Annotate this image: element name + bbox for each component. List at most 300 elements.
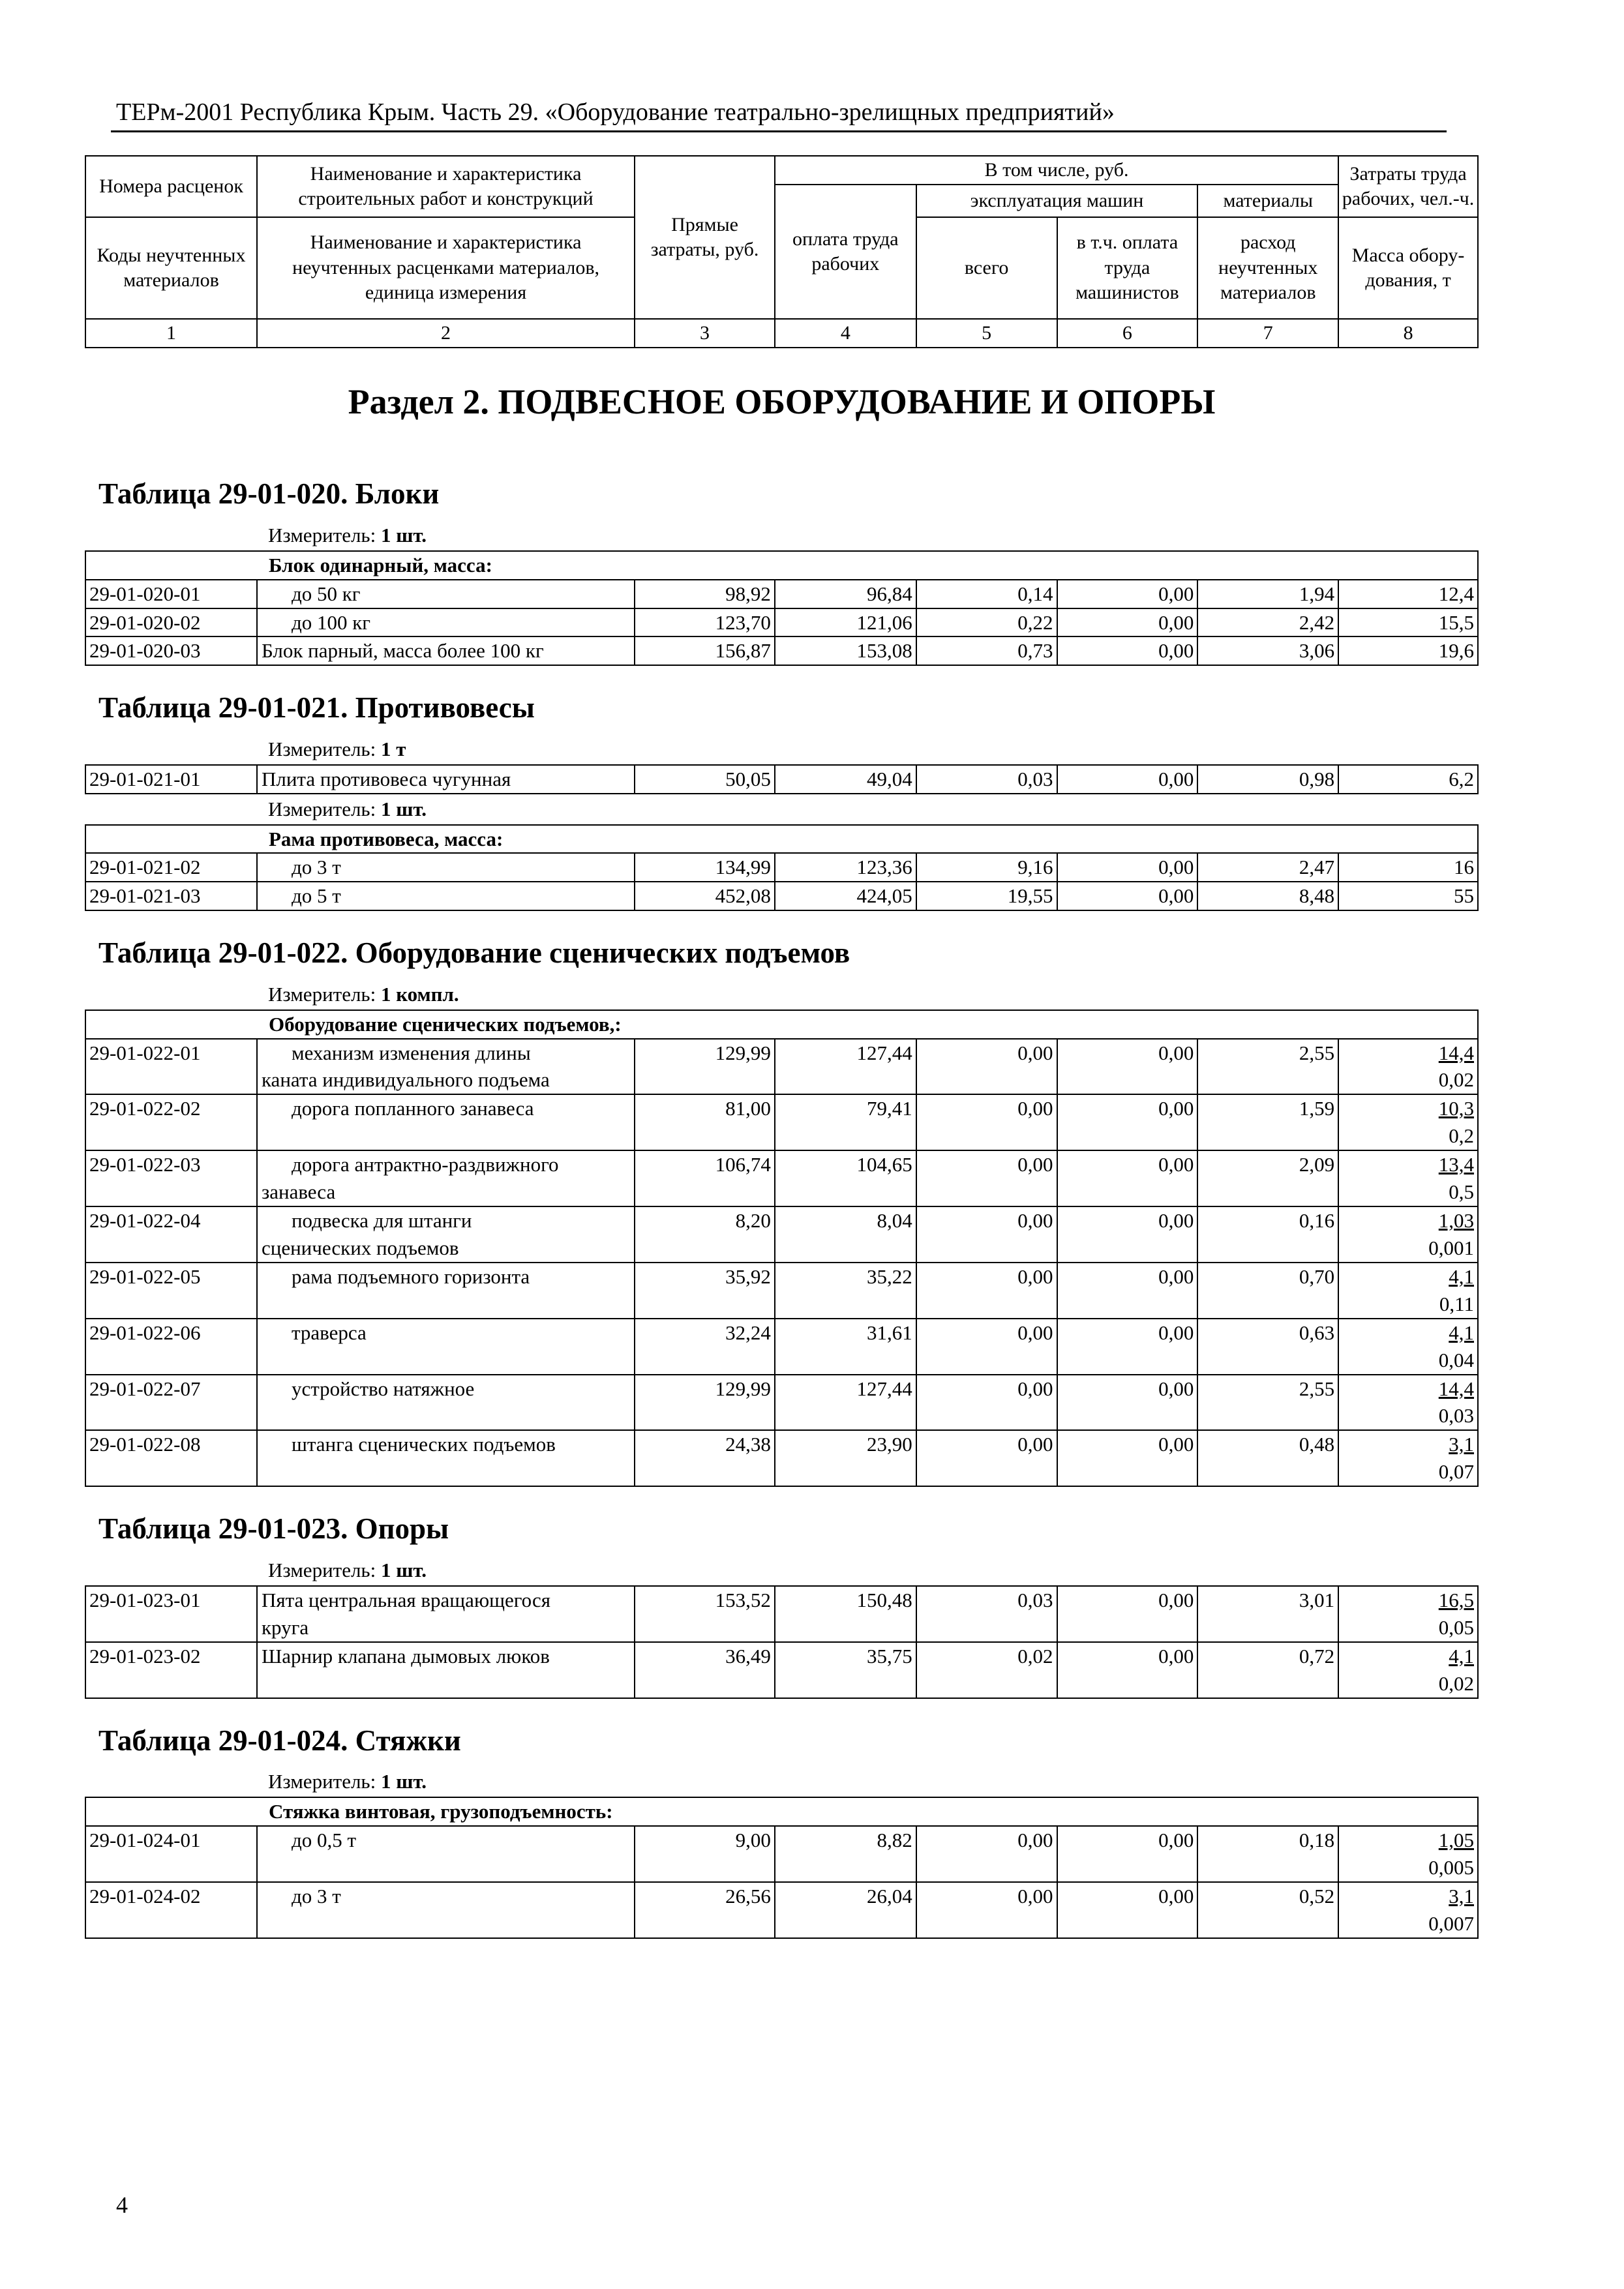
worker-pay: [775, 1375, 916, 1431]
worker-pay: [775, 1319, 916, 1375]
price-table: [85, 155, 1479, 1939]
col-num: 2: [257, 319, 635, 348]
labor-costs: 12,4: [1338, 580, 1478, 608]
col-num: 3: [635, 319, 775, 348]
labor-costs: 4,1: [1449, 1644, 1474, 1668]
direct-costs-value: 129,99: [715, 1041, 771, 1064]
hdr-worker-pay: оплата труда рабочих: [775, 185, 916, 319]
direct-costs: [635, 1206, 775, 1263]
materials: 1,94: [1197, 580, 1338, 608]
hdr-work-name: Наименование и характеристика строительных работ и конструкций: [257, 156, 635, 217]
hdr-material-codes: Коды неучтенных материалов: [85, 217, 257, 319]
materials: [1197, 1319, 1338, 1375]
rate-name-line2: [262, 1670, 631, 1698]
machines-total: 9,16: [916, 853, 1057, 882]
measure-021b: [85, 794, 1478, 825]
labor-and-mass: [1338, 1094, 1478, 1150]
machinist-pay-value: 0,00: [1158, 1644, 1194, 1668]
rate-name-line1: дорога антрактно-раздвижного: [291, 1153, 559, 1176]
labor-costs: 4,1: [1449, 1264, 1474, 1288]
measure-value: 1 шт.: [380, 524, 427, 547]
rate-name-line1: дорога попланного занавеса: [291, 1097, 534, 1120]
direct-costs-value: 32,24: [725, 1321, 771, 1344]
table-title-021: Таблица 29-01-021. Противовесы: [98, 691, 535, 725]
labor-costs: 14,4: [1438, 1377, 1474, 1400]
hdr-rate-numbers: Номера расценок: [85, 156, 257, 217]
machinist-pay-value: 0,00: [1158, 1264, 1194, 1288]
machinist-pay: [1057, 1826, 1198, 1882]
worker-pay-value: 104,65: [856, 1153, 912, 1176]
machinist-pay: 0,00: [1057, 580, 1198, 608]
machinist-pay: 0,00: [1057, 853, 1198, 882]
direct-costs: [635, 1039, 775, 1095]
rate-name: до 100 кг: [257, 608, 635, 637]
labor-costs: 15,5: [1338, 608, 1478, 637]
hdr-equipment-mass: Масса обору-дования, т: [1338, 217, 1478, 319]
table-header: [85, 156, 1478, 348]
hdr-machines: эксплуатация машин: [916, 185, 1198, 217]
materials-value: 0,70: [1299, 1264, 1335, 1288]
rate-name-line1: до 0,5 т: [291, 1828, 357, 1851]
rate-name-line1: Шарнир клапана дымовых люков: [261, 1644, 550, 1668]
materials: [1197, 1039, 1338, 1095]
table-title-020: Таблица 29-01-020. Блоки: [98, 477, 440, 511]
direct-costs: 156,87: [635, 636, 775, 665]
table-024-rows: [85, 1826, 1478, 1938]
rate-name-line2: [262, 1402, 631, 1429]
worker-pay-value: 127,44: [856, 1041, 912, 1064]
equipment-mass: 0,11: [1439, 1292, 1474, 1315]
machines-total-value: 0,00: [1017, 1884, 1053, 1908]
machines-total: [916, 1882, 1057, 1938]
machines-total: [916, 1094, 1057, 1150]
table-row: [85, 1263, 1478, 1319]
measure-024: [85, 1767, 1478, 1797]
rate-name: до 3 т: [257, 853, 635, 882]
labor-costs: 16,5: [1438, 1588, 1474, 1611]
materials-value: 2,09: [1299, 1153, 1335, 1176]
materials: [1197, 1150, 1338, 1206]
equipment-mass: 0,02: [1438, 1671, 1474, 1695]
rate-name-line2: [262, 1291, 631, 1318]
rate-name-line1: механизм изменения длины: [291, 1041, 531, 1064]
rate-code: [85, 1039, 257, 1095]
materials-value: 0,16: [1299, 1209, 1335, 1233]
rate-code-text: 29-01-023-01: [89, 1588, 201, 1611]
machines-total: 19,55: [916, 882, 1057, 910]
hdr-materials: материалы: [1197, 185, 1338, 217]
direct-costs: [635, 1263, 775, 1319]
rate-name: до 50 кг: [257, 580, 635, 608]
worker-pay: 96,84: [775, 580, 916, 608]
materials-value: 1,59: [1299, 1097, 1335, 1120]
direct-costs: 98,92: [635, 580, 775, 608]
rate-code: [85, 1150, 257, 1206]
worker-pay: [775, 1826, 916, 1882]
rate-name: [257, 1039, 635, 1095]
rate-name: [257, 1094, 635, 1150]
machines-total-value: 0,03: [1017, 1588, 1053, 1611]
measure-023: [85, 1555, 1478, 1586]
materials: [1197, 1430, 1338, 1486]
direct-costs-value: 8,20: [735, 1209, 771, 1233]
worker-pay-value: 35,75: [866, 1644, 912, 1668]
labor-and-mass: [1338, 1150, 1478, 1206]
materials: 0,98: [1197, 765, 1338, 794]
direct-costs-value: 35,92: [725, 1264, 771, 1288]
table-row: [85, 1882, 1478, 1938]
measure-022: [85, 980, 1478, 1010]
worker-pay: [775, 1094, 916, 1150]
measure-label: Измеритель:: [268, 1770, 376, 1793]
worker-pay: [775, 1586, 916, 1642]
rate-name-line1: устройство натяжное: [291, 1377, 475, 1400]
worker-pay: 121,06: [775, 608, 916, 637]
table-row: [85, 1430, 1478, 1486]
materials: 8,48: [1197, 882, 1338, 910]
rate-code: [85, 1586, 257, 1642]
machinist-pay: [1057, 1150, 1198, 1206]
group-heading: Стяжка винтовая, грузоподъемность:: [85, 1797, 1478, 1826]
machines-total: [916, 1826, 1057, 1882]
hdr-machines-total: всего: [916, 217, 1057, 319]
measure-label: Измеритель:: [268, 1559, 376, 1581]
rate-name: [257, 1206, 635, 1263]
direct-costs: [635, 1375, 775, 1431]
direct-costs: [635, 1826, 775, 1882]
machinist-pay: [1057, 1263, 1198, 1319]
machines-total-value: 0,02: [1017, 1644, 1053, 1668]
running-header: ТЕРм-2001 Республика Крым. Часть 29. «Оборудование театрально-зрелищных предприятий»: [116, 98, 1115, 126]
labor-costs: 14,4: [1438, 1041, 1474, 1064]
table-row: [85, 1094, 1478, 1150]
machines-total: [916, 1375, 1057, 1431]
rate-code: [85, 1263, 257, 1319]
equipment-mass: 0,007: [1428, 1911, 1474, 1935]
worker-pay-value: 79,41: [866, 1097, 912, 1120]
page-number: 4: [116, 2192, 128, 2218]
direct-costs-value: 153,52: [715, 1588, 771, 1611]
measure-value: 1 шт.: [380, 1770, 427, 1793]
machines-total: [916, 1263, 1057, 1319]
materials-value: 3,01: [1299, 1588, 1335, 1611]
rate-code-text: 29-01-024-02: [89, 1884, 201, 1908]
rate-code-text: 29-01-022-04: [89, 1209, 201, 1233]
measure-label: Измеритель:: [268, 524, 376, 547]
hdr-material-names: Наименование и характеристика неучтенных расценками материалов, единица измерения: [257, 217, 635, 319]
worker-pay-value: 8,82: [877, 1828, 912, 1851]
materials: 2,47: [1197, 853, 1338, 882]
worker-pay: 49,04: [775, 765, 916, 794]
machinist-pay-value: 0,00: [1158, 1153, 1194, 1176]
table-row: [85, 1642, 1478, 1698]
rate-name-line1: штанга сценических подъемов: [291, 1433, 556, 1456]
rate-name: Плита противовеса чугунная: [257, 765, 635, 794]
machines-total-value: 0,00: [1017, 1433, 1053, 1456]
direct-costs: 134,99: [635, 853, 775, 882]
machinist-pay-value: 0,00: [1158, 1041, 1194, 1064]
equipment-mass: 0,07: [1438, 1460, 1474, 1484]
direct-costs: [635, 1319, 775, 1375]
rate-name: [257, 1642, 635, 1698]
measure-label: Измеритель:: [268, 738, 376, 760]
table-row: [85, 1150, 1478, 1206]
machinist-pay: [1057, 1882, 1198, 1938]
rate-name: [257, 1375, 635, 1431]
machinist-pay: [1057, 1094, 1198, 1150]
rate-code: [85, 1375, 257, 1431]
worker-pay: [775, 1039, 916, 1095]
labor-and-mass: [1338, 1642, 1478, 1698]
machinist-pay-value: 0,00: [1158, 1209, 1194, 1233]
materials: [1197, 1094, 1338, 1150]
direct-costs-value: 24,38: [725, 1433, 771, 1456]
measure-020: [85, 520, 1478, 551]
rate-code: [85, 1642, 257, 1698]
header-rule: [111, 130, 1447, 132]
machines-total-value: 0,00: [1017, 1321, 1053, 1344]
table-row: [85, 1826, 1478, 1882]
rate-code-text: 29-01-022-05: [89, 1264, 201, 1288]
rate-code: [85, 1430, 257, 1486]
machines-total: [916, 1039, 1057, 1095]
rate-code: 29-01-020-02: [85, 608, 257, 637]
col-num: 6: [1057, 319, 1198, 348]
rate-name-line2: [262, 1854, 631, 1881]
worker-pay-value: 31,61: [866, 1321, 912, 1344]
rate-code-text: 29-01-022-03: [89, 1153, 201, 1176]
equipment-mass: 0,005: [1428, 1855, 1474, 1879]
labor-costs: 1,03: [1438, 1209, 1474, 1233]
table-023-head: [85, 1486, 1478, 1586]
machines-total-value: 0,00: [1017, 1153, 1053, 1176]
machinist-pay: [1057, 1642, 1198, 1698]
worker-pay: [775, 1642, 916, 1698]
labor-costs: 1,05: [1438, 1828, 1474, 1851]
section-title: Раздел 2. ПОДВЕСНОЕ ОБОРУДОВАНИЕ И ОПОРЫ: [348, 382, 1216, 422]
labor-costs: 13,4: [1438, 1153, 1474, 1176]
worker-pay-value: 35,22: [866, 1264, 912, 1288]
rate-name-line2: [262, 1910, 631, 1937]
col-num: 7: [1197, 319, 1338, 348]
machinist-pay: [1057, 1206, 1198, 1263]
measure-value: 1 т: [380, 738, 406, 760]
rate-name-line2: [262, 1347, 631, 1374]
machinist-pay-value: 0,00: [1158, 1377, 1194, 1400]
equipment-mass: 0,001: [1428, 1236, 1474, 1259]
rate-code-text: 29-01-022-01: [89, 1041, 201, 1064]
machinist-pay: [1057, 1319, 1198, 1375]
rate-code: [85, 1094, 257, 1150]
labor-costs: 3,1: [1449, 1884, 1474, 1908]
materials-value: 0,18: [1299, 1828, 1335, 1851]
materials-value: 0,48: [1299, 1433, 1335, 1456]
rate-code: 29-01-020-03: [85, 636, 257, 665]
table-title-022: Таблица 29-01-022. Оборудование сценических подъемов: [98, 936, 850, 970]
materials-value: 2,55: [1299, 1041, 1335, 1064]
labor-costs: 55: [1338, 882, 1478, 910]
worker-pay-value: 8,04: [877, 1209, 912, 1233]
table-row: [85, 1375, 1478, 1431]
col-num: 5: [916, 319, 1057, 348]
labor-and-mass: [1338, 1826, 1478, 1882]
labor-and-mass: [1338, 1882, 1478, 1938]
machines-total: 0,73: [916, 636, 1057, 665]
equipment-mass: 0,02: [1438, 1068, 1474, 1092]
group-heading: Рама противовеса, масса:: [85, 825, 1478, 854]
rate-code: 29-01-021-03: [85, 882, 257, 910]
machinist-pay: [1057, 1430, 1198, 1486]
rate-code: [85, 1206, 257, 1263]
table-023-rows: [85, 1586, 1478, 1698]
rate-name-line1: Пята центральная вращающегося: [261, 1588, 550, 1611]
rate-code-text: 29-01-024-01: [89, 1828, 201, 1851]
direct-costs-value: 36,49: [725, 1644, 771, 1668]
rate-name-line2: сценических подъемов: [261, 1236, 459, 1259]
rate-code: 29-01-021-01: [85, 765, 257, 794]
table-024-head: [85, 1698, 1478, 1826]
materials-value: 0,72: [1299, 1644, 1335, 1668]
machines-total: [916, 1206, 1057, 1263]
direct-costs-value: 26,56: [725, 1884, 771, 1908]
worker-pay: [775, 1882, 916, 1938]
materials: [1197, 1263, 1338, 1319]
machinist-pay-value: 0,00: [1158, 1097, 1194, 1120]
machinist-pay: 0,00: [1057, 765, 1198, 794]
rate-code: 29-01-020-01: [85, 580, 257, 608]
direct-costs: [635, 1150, 775, 1206]
rate-name-line1: подвеска для штанги: [291, 1209, 472, 1233]
table-row: [85, 608, 1478, 637]
equipment-mass: 0,03: [1438, 1404, 1474, 1428]
rate-name: Блок парный, масса более 100 кг: [257, 636, 635, 665]
rate-name-line1: рама подъемного горизонта: [291, 1264, 530, 1288]
direct-costs: 123,70: [635, 608, 775, 637]
machinist-pay: 0,00: [1057, 608, 1198, 637]
measure-value: 1 шт.: [380, 797, 427, 820]
table-title-024: Таблица 29-01-024. Стяжки: [98, 1724, 461, 1757]
group-heading: Оборудование сценических подъемов,:: [85, 1010, 1478, 1039]
machinist-pay-value: 0,00: [1158, 1433, 1194, 1456]
col-num: 8: [1338, 319, 1478, 348]
rate-code-text: 29-01-022-07: [89, 1377, 201, 1400]
worker-pay-value: 23,90: [866, 1433, 912, 1456]
direct-costs-value: 9,00: [735, 1828, 771, 1851]
labor-and-mass: [1338, 1430, 1478, 1486]
direct-costs: [635, 1586, 775, 1642]
table-row: [85, 853, 1478, 882]
hdr-including: В том числе, руб.: [775, 156, 1338, 185]
worker-pay: [775, 1263, 916, 1319]
labor-and-mass: [1338, 1319, 1478, 1375]
machines-total-value: 0,00: [1017, 1097, 1053, 1120]
labor-and-mass: [1338, 1263, 1478, 1319]
worker-pay: 424,05: [775, 882, 916, 910]
equipment-mass: 0,2: [1449, 1124, 1474, 1148]
direct-costs: [635, 1642, 775, 1698]
table-row: [85, 1586, 1478, 1642]
labor-and-mass: [1338, 1206, 1478, 1263]
rate-name-line2: каната индивидуального подъема: [261, 1068, 550, 1092]
materials: [1197, 1826, 1338, 1882]
rate-name: [257, 1826, 635, 1882]
materials: 2,42: [1197, 608, 1338, 637]
labor-and-mass: [1338, 1586, 1478, 1642]
rate-name: [257, 1150, 635, 1206]
machinist-pay: [1057, 1375, 1198, 1431]
rate-name-line1: до 3 т: [291, 1884, 341, 1908]
equipment-mass: 0,04: [1438, 1348, 1474, 1371]
machines-total: [916, 1150, 1057, 1206]
table-title-023: Таблица 29-01-023. Опоры: [98, 1512, 449, 1546]
machinist-pay-value: 0,00: [1158, 1884, 1194, 1908]
rate-name-line2: круга: [261, 1615, 309, 1639]
rate-code: 29-01-021-02: [85, 853, 257, 882]
labor-costs: 4,1: [1449, 1321, 1474, 1344]
table-row: [85, 882, 1478, 910]
machines-total: [916, 1430, 1057, 1486]
materials: [1197, 1586, 1338, 1642]
worker-pay: 123,36: [775, 853, 916, 882]
group-heading: Блок одинарный, масса:: [85, 551, 1478, 580]
equipment-mass: 0,5: [1449, 1180, 1474, 1204]
machines-total-value: 0,00: [1017, 1209, 1053, 1233]
rate-code: [85, 1826, 257, 1882]
rate-code: [85, 1319, 257, 1375]
rate-name-line2: [262, 1458, 631, 1486]
rate-code-text: 29-01-022-08: [89, 1433, 201, 1456]
rate-code-text: 29-01-022-02: [89, 1097, 201, 1120]
hdr-unaccounted-materials: расход неучтенных материалов: [1197, 217, 1338, 319]
equipment-mass: 0,05: [1438, 1615, 1474, 1639]
machinist-pay: 0,00: [1057, 636, 1198, 665]
worker-pay: [775, 1206, 916, 1263]
rate-name: [257, 1882, 635, 1938]
labor-costs: 10,3: [1438, 1097, 1474, 1120]
machinist-pay: [1057, 1586, 1198, 1642]
table-body: [85, 348, 1478, 1038]
labor-costs: 19,6: [1338, 636, 1478, 665]
machines-total-value: 0,00: [1017, 1041, 1053, 1064]
machines-total-value: 0,00: [1017, 1377, 1053, 1400]
machinist-pay-value: 0,00: [1158, 1321, 1194, 1344]
machines-total-value: 0,00: [1017, 1264, 1053, 1288]
direct-costs: [635, 1430, 775, 1486]
worker-pay: [775, 1430, 916, 1486]
direct-costs-value: 81,00: [725, 1097, 771, 1120]
machines-total: [916, 1642, 1057, 1698]
rate-name: [257, 1586, 635, 1642]
measure-value: 1 шт.: [380, 1559, 427, 1581]
rate-code-text: 29-01-022-06: [89, 1321, 201, 1344]
materials: [1197, 1642, 1338, 1698]
direct-costs: [635, 1882, 775, 1938]
machinist-pay: 0,00: [1057, 882, 1198, 910]
worker-pay-value: 127,44: [856, 1377, 912, 1400]
column-numbers-row: [85, 319, 1478, 348]
rate-name-line2: занавеса: [261, 1180, 336, 1204]
worker-pay: [775, 1150, 916, 1206]
worker-pay-value: 26,04: [866, 1884, 912, 1908]
machinist-pay-value: 0,00: [1158, 1588, 1194, 1611]
measure-021: [85, 734, 1478, 765]
hdr-labor-costs: Затраты труда рабочих, чел.-ч.: [1338, 156, 1478, 217]
measure-label: Измеритель:: [268, 982, 376, 1006]
table-row: [85, 1319, 1478, 1375]
machines-total-value: 0,00: [1017, 1828, 1053, 1851]
table-row: [85, 1039, 1478, 1095]
table-row: [85, 580, 1478, 608]
